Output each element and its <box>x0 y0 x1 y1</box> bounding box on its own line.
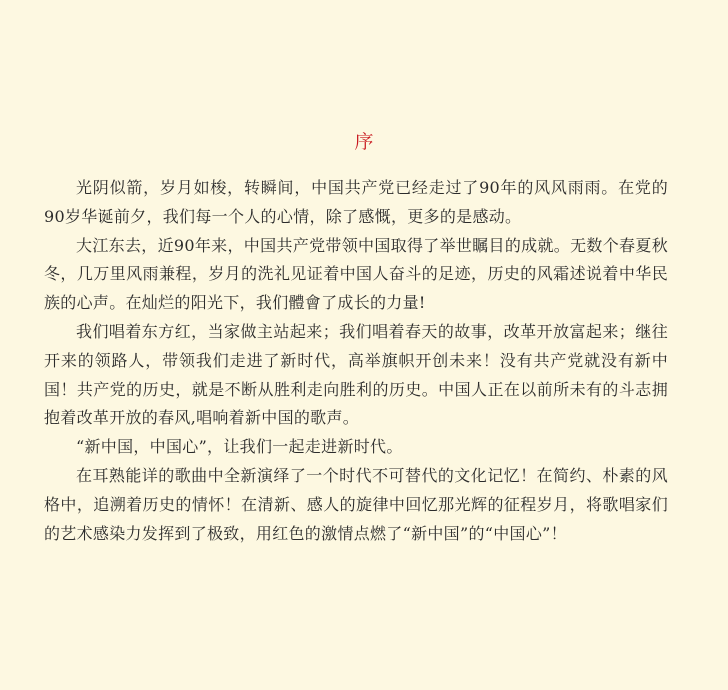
paragraph-4: “新中国，中国心”，让我们一起走进新时代。 <box>76 437 403 457</box>
paragraph-1: 光阴似箭，岁月如梭，转瞬间，中国共产党已经走过了90年的风风雨雨。在党的90岁华诞前夕，我们每一个人的心情，除了感慨，更多的是感动。 <box>44 178 668 226</box>
page-title: 序 <box>354 131 374 153</box>
paragraph-2: 大江东去，近90年来，中国共产党带领中国取得了举世瞩目的成就。无数个春夏秋冬，几万里风雨兼程，岁月的洗礼见证着中国人奋斗的足迹，历史的风霜述说着中华民族的心声。在灿烂的阳光下，我们體會了成长的力量! <box>44 235 668 313</box>
preface-body <box>44 174 668 548</box>
paragraph-3: 我们唱着东方红，当家做主站起来；我们唱着春天的故事，改革开放富起来；继往开来的领路人，带领我们走进了新时代，高举旗帜开创未来！没有共产党就没有新中国！共产党的历史，就是不断从胜利走向胜利的历史。中国人正在以前所未有的斗志拥抱着改革开放的春风,唱响着新中国的歌声。 <box>44 321 668 428</box>
paragraph-5: 在耳熟能详的歌曲中全新演绎了一个时代不可替代的文化记忆！在简约、朴素的风格中，追溯着历史的情怀！在清新、感人的旋律中回忆那光辉的征程岁月，将歌唱家们的艺术感染力发挥到了极致，用红色的激情点燃了“新中国”的“中国心”！ <box>44 465 668 543</box>
